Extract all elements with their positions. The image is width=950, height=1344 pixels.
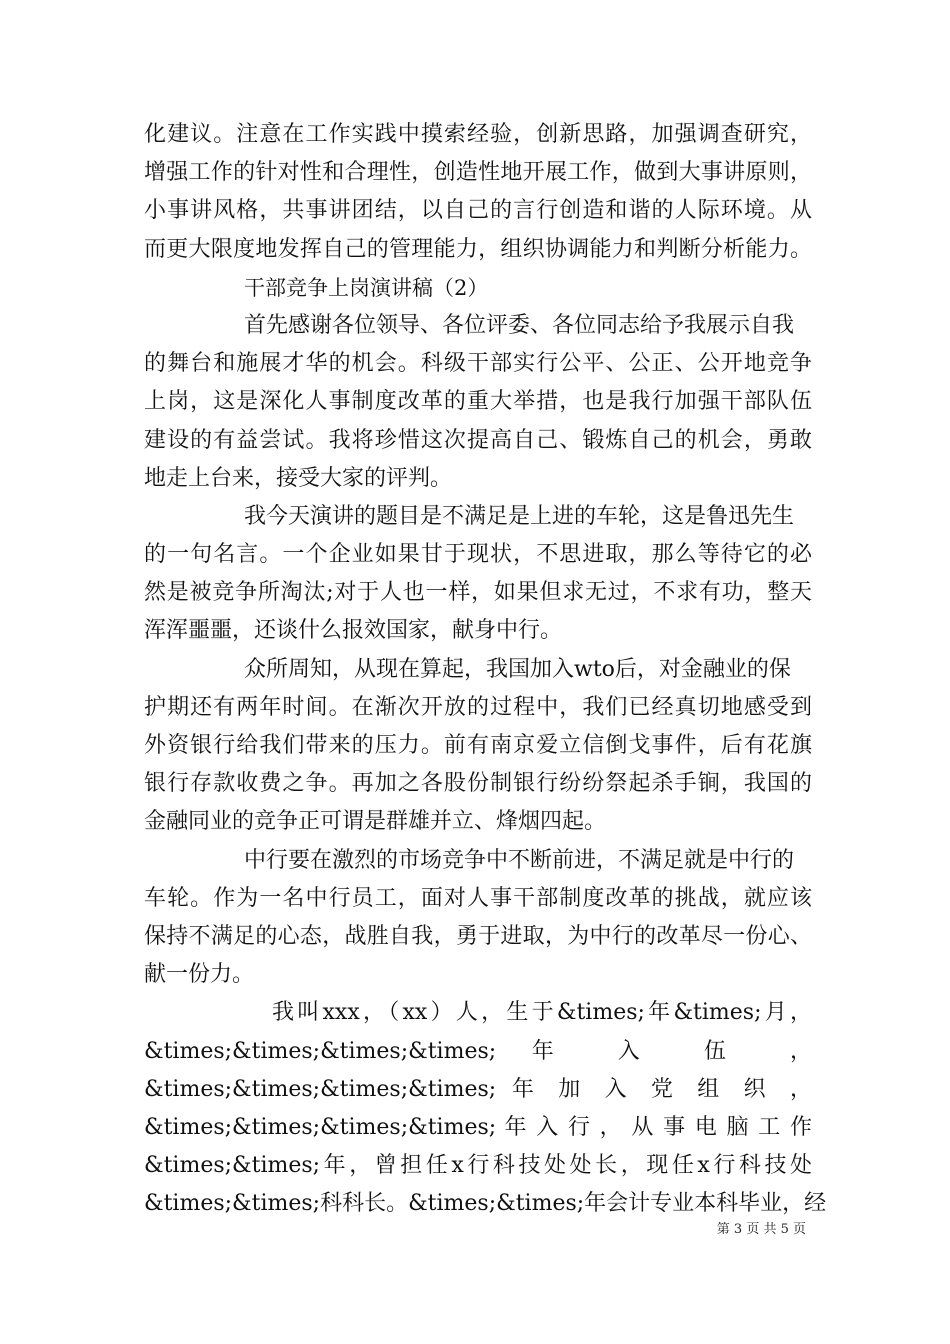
page-number: 第 3 页 共 5 页 (716, 1222, 806, 1237)
text-line: 献一份力。 (144, 962, 255, 988)
text-line: 化建议。注意在工作实践中摸索经验，创新思路，加强调查研究， (144, 122, 812, 147)
text-line: 护期还有两年时间。在渐次开放的过程中，我们已经真切地感受到 (144, 694, 812, 720)
text-line: &times;&times;科科长。&times;&times;年会计专业本科毕业，经 (144, 1191, 827, 1217)
text-line: 金融同业的竞争正可谓是群雄并立、烽烟四起。 (144, 809, 607, 835)
text-line: 建设的有益尝试。我将珍惜这次提高自己、锻炼自己的机会，勇敢 (144, 427, 812, 453)
text-line: 然是被竞争所淘汰;对于人也一样，如果但求无过，不求有功，整天 (144, 580, 812, 606)
text-line: 小事讲风格，共事讲团结，以自己的言行创造和谐的人际环境。从 (144, 198, 812, 224)
text-line: 我今天演讲的题目是不满足是上进的车轮，这是鲁迅先生 (244, 503, 795, 529)
text-line: 众所周知，从现在算起，我国加入wto后，对金融业的保 (244, 656, 791, 682)
text-line: 而更大限度地发挥自己的管理能力，组织协调能力和判断分析能力。 (144, 236, 812, 262)
text-line: 上岗，这是深化人事制度改革的重大举措，也是我行加强干部队伍 (144, 389, 812, 415)
text-line: &times;&times;年，曾担任x行科技处处长，现任x行科技处 (144, 1153, 812, 1179)
text-line: 保持不满足的心态，战胜自我，勇于进取，为中行的改革尽一份心、 (144, 923, 812, 949)
text-line: 浑浑噩噩，还谈什么报效国家，献身中行。 (144, 618, 563, 644)
text-line: 首先感谢各位领导、各位评委、各位同志给予我展示自我 (244, 312, 795, 338)
text-line: 我叫xxx，（xx）人，生于&times;年&times;月， (272, 1000, 812, 1026)
text-line: &times;&times;&times;&times; 年 入 行 ， 从 事 电 脑 工 作 (144, 1114, 812, 1140)
text-line: 增强工作的针对性和合理性，创造性地开展工作，做到大事讲原则， (144, 160, 812, 186)
text-line: &times;&times;&times;&times; 年 加 入 党 组 织 ， (144, 1076, 812, 1102)
text-line: 的舞台和施展才华的机会。科级干部实行公平、公正、公开地竞争 (144, 351, 812, 377)
text-line: 银行存款收费之争。再加之各股份制银行纷纷祭起杀手锏，我国的 (144, 771, 812, 797)
section-heading: 干部竞争上岗演讲稿（2） (244, 275, 489, 300)
text-line: 外资银行给我们带来的压力。前有南京爱立信倒戈事件，后有花旗 (144, 733, 812, 758)
text-line: 中行要在激烈的市场竞争中不断前进，不满足就是中行的 (244, 847, 795, 873)
document-body (144, 116, 827, 1223)
text-line: 的一句名言。一个企业如果甘于现状，不思进取，那么等待它的必 (144, 542, 812, 568)
text-line: &times;&times;&times;&times; 年 入 伍 ， (144, 1038, 812, 1064)
text-line: 地走上台来，接受大家的评判。 (144, 465, 453, 491)
text-line: 车轮。作为一名中行员工，面对人事干部制度改革的挑战，就应该 (144, 885, 812, 911)
